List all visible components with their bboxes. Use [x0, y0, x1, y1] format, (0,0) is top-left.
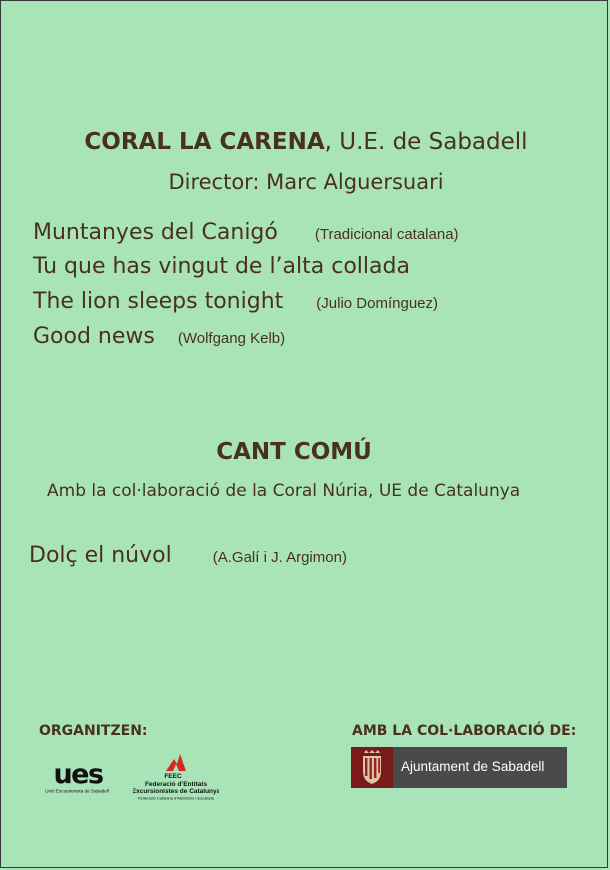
song-item [33, 324, 285, 349]
ues-logo [45, 761, 111, 795]
song-composer: (Julio Domínguez) [316, 295, 438, 312]
organizers-label: ORGANITZEN: [39, 723, 148, 739]
common-song-title: CANT COMÚ [216, 439, 372, 465]
feec-abbr: FEEC [164, 773, 182, 780]
song-title: Dolç el núvol [29, 543, 172, 568]
collaboration-label: AMB LA COL·LABORACIÓ DE: [352, 723, 577, 739]
choir-affiliation: , U.E. de Sabadell [324, 129, 528, 155]
feec-line1: Federació d’Entitats [144, 781, 208, 788]
collaboration-note: Amb la col·laboració de la Coral Núria, UE de Catalunya [47, 481, 521, 501]
ues-logo-graphic [45, 761, 111, 795]
song-title: Good news [33, 324, 155, 349]
choir-name: CORAL LA CARENA [84, 129, 325, 155]
ues-logo-subtitle: Unió Excursionista de Sabadell [45, 788, 109, 794]
song-title: Muntanyes del Canigó [33, 220, 278, 245]
song-item [33, 289, 438, 314]
song-title: Tu que has vingut de l’alta collada [33, 254, 410, 279]
ues-logo-text: ues [53, 761, 103, 790]
feec-line2: Excursionistes de Catalunya [133, 788, 219, 795]
ajuntament-text: Ajuntament de Sabadell [401, 759, 545, 774]
ajuntament-sabadell-logo [351, 747, 567, 788]
feec-logo-graphic [133, 753, 219, 803]
feec-line3: Federació Catalana d’Alpinisme i Escalada [137, 795, 215, 801]
song-item [33, 220, 459, 245]
choir-heading [1, 129, 610, 155]
song-composer: (Tradicional catalana) [314, 226, 459, 243]
song-composer: (Wolfgang Kelb) [177, 330, 286, 347]
song-item [33, 254, 410, 279]
feec-logo [133, 753, 219, 803]
coat-of-arms-icon [351, 747, 393, 788]
choir-director: Director: Marc Alguersuari [168, 170, 444, 194]
song-composer: (A.Galí i J. Argimon) [212, 549, 347, 566]
song-item [29, 543, 347, 568]
song-title: The lion sleeps tonight [33, 289, 284, 314]
